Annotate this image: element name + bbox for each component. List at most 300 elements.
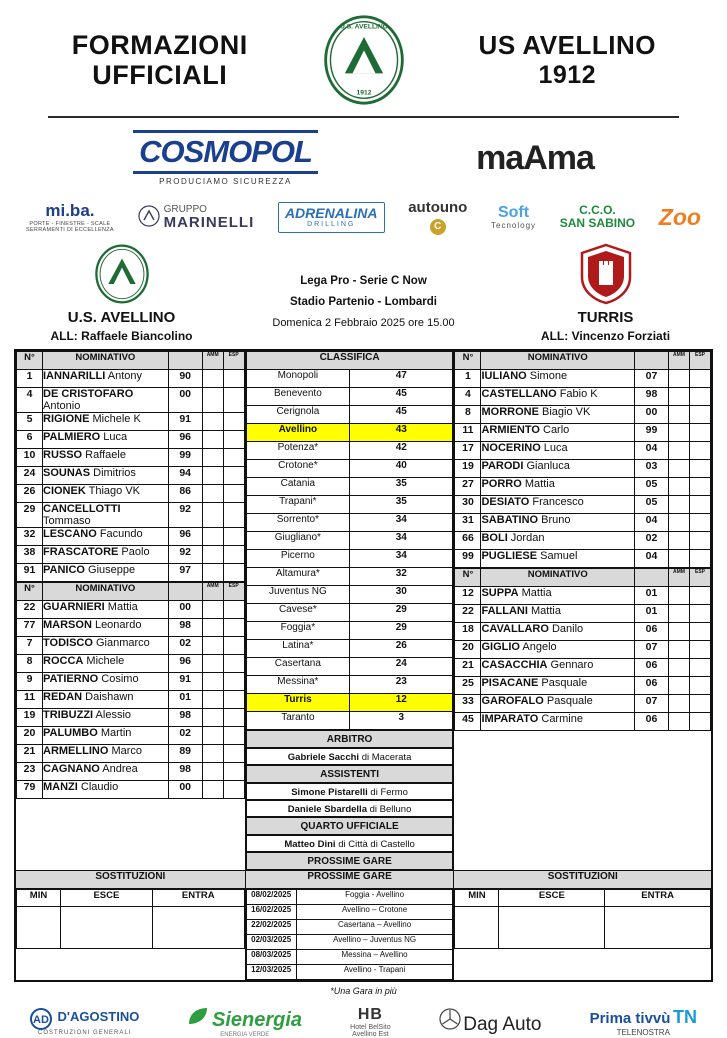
player-booking[interactable]	[669, 712, 690, 730]
player-sending-off[interactable]	[690, 495, 711, 513]
assistant2-value	[246, 800, 454, 817]
sponsor-sienergia	[187, 1006, 302, 1038]
player-name: TODISCO Gianmarco	[43, 636, 169, 654]
standings-points: 45	[350, 387, 453, 405]
player-number: 1	[17, 369, 43, 387]
player-row	[17, 762, 245, 780]
player-sending-off[interactable]	[223, 412, 244, 430]
sponsor-sienergia-name: Sienergia	[211, 1008, 303, 1031]
away-subs-header-row	[455, 889, 711, 906]
svg-text:U.S. AVELLINO: U.S. AVELLINO	[339, 23, 388, 31]
sponsor-prima-name: Prima tivvù	[589, 1009, 671, 1027]
player-row	[455, 640, 711, 658]
next-matches-bottom-cell	[245, 888, 454, 980]
player-name: PALMIERO Luca	[43, 430, 169, 448]
player-row	[17, 502, 245, 527]
player-sending-off[interactable]	[690, 423, 711, 441]
player-year: 05	[635, 495, 669, 513]
standings-row	[246, 549, 453, 567]
sponsor-autouno-name: autouno	[408, 199, 468, 216]
col-amm: AMM	[669, 351, 690, 369]
sponsor-prima-sub: TELENOSTRA	[616, 1027, 670, 1037]
player-number: 27	[455, 477, 481, 495]
player-name: DESIATO Francesco	[481, 495, 635, 513]
player-booking[interactable]	[202, 744, 223, 762]
next-match-teams: Avellino – Crotone	[296, 904, 453, 919]
player-sending-off[interactable]	[690, 387, 711, 405]
home-starters-header	[17, 351, 245, 369]
player-number: 30	[455, 495, 481, 513]
player-number: 8	[455, 405, 481, 423]
standings-team: Latina*	[246, 639, 349, 657]
player-name: PORRO Mattia	[481, 477, 635, 495]
home-coach-name: Raffaele Biancolino	[81, 328, 193, 343]
player-sending-off[interactable]	[223, 780, 244, 798]
sponsor-cosmopol-tagline: PRODUCIAMO SICUREZZA	[159, 177, 292, 186]
player-row	[455, 459, 711, 477]
player-booking[interactable]	[202, 600, 223, 618]
sponsor-hotel-name: Hotel BelSito	[350, 1023, 391, 1031]
fourth-official-header: QUARTO UFFICIALE	[246, 817, 454, 835]
next-match-row	[246, 919, 453, 934]
player-year: 06	[635, 712, 669, 730]
player-name: MORRONE Biagio VK	[481, 405, 635, 423]
player-row	[17, 744, 245, 762]
col-min: MIN	[455, 889, 499, 906]
player-booking[interactable]	[669, 622, 690, 640]
home-team-name: U.S. AVELLINO	[67, 308, 176, 326]
sponsor-hotel-sub: Avellino Est	[352, 1030, 389, 1038]
standings-row	[246, 567, 453, 585]
standings-row	[246, 585, 453, 603]
player-sending-off[interactable]	[223, 502, 244, 527]
standings-points: 3	[350, 711, 453, 729]
player-sending-off[interactable]	[690, 477, 711, 495]
player-booking[interactable]	[669, 549, 690, 567]
player-name: PATIERNO Cosimo	[43, 672, 169, 690]
player-year: 98	[168, 762, 202, 780]
sponsor-miba	[26, 202, 114, 233]
next-match-teams: Foggia - Avellino	[296, 889, 453, 904]
player-year: 00	[168, 780, 202, 798]
player-booking[interactable]	[202, 654, 223, 672]
player-name: PARODI Gianluca	[481, 459, 635, 477]
player-booking[interactable]	[202, 762, 223, 780]
player-sending-off[interactable]	[223, 484, 244, 502]
player-row	[17, 545, 245, 563]
standings-points: 26	[350, 639, 453, 657]
standings-team: Trapani*	[246, 495, 349, 513]
player-year: 07	[635, 369, 669, 387]
player-year: 06	[635, 658, 669, 676]
player-sending-off[interactable]	[223, 744, 244, 762]
sponsor-cco-san-sabino	[560, 204, 635, 230]
club-year: 1912	[538, 60, 597, 89]
player-number: 31	[455, 513, 481, 531]
player-booking[interactable]	[669, 658, 690, 676]
player-sending-off[interactable]	[223, 430, 244, 448]
player-booking[interactable]	[669, 676, 690, 694]
standings-row	[246, 675, 453, 693]
player-year: 02	[168, 726, 202, 744]
player-booking[interactable]	[669, 694, 690, 712]
player-number: 24	[17, 466, 43, 484]
player-number: 12	[455, 586, 481, 604]
lineups-grid	[14, 349, 713, 982]
player-sending-off[interactable]	[223, 369, 244, 387]
player-booking[interactable]	[202, 636, 223, 654]
standings-row	[246, 441, 453, 459]
player-name: SOUNAS Dimitrios	[43, 466, 169, 484]
player-row	[17, 369, 245, 387]
player-year: 02	[168, 636, 202, 654]
player-booking[interactable]	[669, 459, 690, 477]
next-match-teams: Avellino - Trapani	[296, 964, 453, 979]
player-booking[interactable]	[669, 477, 690, 495]
player-year: 92	[168, 545, 202, 563]
player-year: 04	[635, 441, 669, 459]
standings-points: 40	[350, 459, 453, 477]
player-row	[455, 531, 711, 549]
home-bench-header	[17, 582, 245, 600]
player-sending-off[interactable]	[690, 658, 711, 676]
standings-points: 29	[350, 621, 453, 639]
sponsor-adrenalina	[278, 202, 385, 233]
player-name: PANICO Giuseppe	[43, 563, 169, 581]
player-year: 03	[635, 459, 669, 477]
player-booking[interactable]	[669, 531, 690, 549]
player-sending-off[interactable]	[690, 622, 711, 640]
player-booking[interactable]	[669, 405, 690, 423]
standings-points: 42	[350, 441, 453, 459]
player-row	[455, 387, 711, 405]
sponsor-dagostino	[30, 1008, 139, 1036]
sponsor-adrenalina-sub: DRILLING	[307, 221, 356, 229]
standings-row	[246, 711, 453, 729]
standings-row	[246, 369, 453, 387]
col-year	[635, 568, 669, 586]
player-sending-off[interactable]	[223, 690, 244, 708]
player-sending-off[interactable]	[690, 513, 711, 531]
assistant1-city: di Fermo	[370, 786, 408, 798]
home-subs-empty-row[interactable]	[17, 906, 245, 948]
sponsor-cosmopol-name: COSMOPOL	[133, 130, 318, 174]
player-sending-off[interactable]	[690, 459, 711, 477]
player-sending-off[interactable]	[690, 531, 711, 549]
away-starters-table	[454, 351, 711, 568]
player-name: CASACCHIA Gennaro	[481, 658, 635, 676]
sponsor-cco-sub: SAN SABINO	[559, 216, 636, 231]
sponsor-sienergia-sub: ENERGIA VERDE	[220, 1031, 270, 1038]
standings-team: Picerno	[246, 549, 349, 567]
player-booking[interactable]	[202, 369, 223, 387]
standings-row	[246, 495, 453, 513]
player-sending-off[interactable]	[223, 448, 244, 466]
player-row	[455, 694, 711, 712]
player-booking[interactable]	[202, 708, 223, 726]
next-match-date: 08/03/2025	[246, 949, 296, 964]
standings-row	[246, 405, 453, 423]
col-esp: ESP	[690, 568, 711, 586]
player-row	[17, 618, 245, 636]
player-booking[interactable]	[202, 430, 223, 448]
player-sending-off[interactable]	[690, 712, 711, 730]
player-year: 00	[168, 387, 202, 412]
player-sending-off[interactable]	[690, 441, 711, 459]
col-number: N°	[455, 568, 481, 586]
col-name: NOMINATIVO	[481, 351, 635, 369]
player-number: 45	[455, 712, 481, 730]
player-booking[interactable]	[202, 563, 223, 581]
player-booking[interactable]	[202, 618, 223, 636]
player-number: 11	[455, 423, 481, 441]
player-name: SUPPA Mattia	[481, 586, 635, 604]
standings-team: Cerignola	[246, 405, 349, 423]
player-year: 92	[168, 502, 202, 527]
player-sending-off[interactable]	[223, 618, 244, 636]
standings-row	[246, 477, 453, 495]
player-booking[interactable]	[202, 484, 223, 502]
player-row	[455, 423, 711, 441]
player-number: 5	[17, 412, 43, 430]
player-row	[455, 676, 711, 694]
dagostino-icon: AD	[30, 1008, 52, 1030]
col-esce: ESCE	[61, 889, 153, 906]
player-row	[455, 622, 711, 640]
player-booking[interactable]	[669, 640, 690, 658]
player-year: 98	[168, 618, 202, 636]
sponsor-dag-auto	[439, 1008, 542, 1036]
standings-points: 34	[350, 549, 453, 567]
player-booking[interactable]	[669, 513, 690, 531]
player-year: 98	[635, 387, 669, 405]
standings-points: 35	[350, 495, 453, 513]
player-number: 23	[17, 762, 43, 780]
player-name: GIGLIO Angelo	[481, 640, 635, 658]
home-team-coach	[14, 329, 229, 343]
standings-title: CLASSIFICA	[246, 351, 453, 369]
player-name: CANCELLOTTI Tommaso	[43, 502, 169, 527]
standings-row	[246, 621, 453, 639]
player-row	[17, 654, 245, 672]
home-team-logo-icon	[14, 241, 229, 307]
player-sending-off[interactable]	[223, 636, 244, 654]
standings-points: 32	[350, 567, 453, 585]
player-booking[interactable]	[202, 690, 223, 708]
player-booking[interactable]	[669, 441, 690, 459]
player-year: 99	[635, 423, 669, 441]
player-booking[interactable]	[669, 423, 690, 441]
col-number: N°	[17, 351, 43, 369]
player-booking[interactable]	[202, 672, 223, 690]
standings-team: Avellino	[246, 423, 349, 441]
hotel-monogram-icon: HB	[357, 1005, 383, 1023]
player-sending-off[interactable]	[223, 545, 244, 563]
player-booking[interactable]	[669, 586, 690, 604]
player-booking[interactable]	[669, 387, 690, 405]
player-year: 07	[635, 694, 669, 712]
next-match-teams: Avellino – Juventus NG	[296, 934, 453, 949]
player-year: 02	[635, 531, 669, 549]
player-name: PUGLIESE Samuel	[481, 549, 635, 567]
header-divider	[48, 116, 679, 118]
telenostra-icon: TN	[672, 1006, 697, 1027]
match-datetime: Domenica 2 Febbraio 2025 ore 15.00	[272, 317, 455, 330]
home-subs-table	[16, 889, 245, 949]
home-bench-table	[16, 582, 245, 799]
player-booking[interactable]	[669, 604, 690, 622]
player-year: 01	[635, 604, 669, 622]
standings-team: Sorrento*	[246, 513, 349, 531]
away-bench-table	[454, 568, 711, 731]
player-booking[interactable]	[669, 495, 690, 513]
standings-team: Monopoli	[246, 369, 349, 387]
standings-points: 29	[350, 603, 453, 621]
player-booking[interactable]	[202, 466, 223, 484]
venue-name: Stadio Partenio - Lombardi	[290, 295, 437, 308]
player-sending-off[interactable]	[690, 405, 711, 423]
player-year: 06	[635, 622, 669, 640]
player-booking[interactable]	[202, 448, 223, 466]
player-sending-off[interactable]	[223, 726, 244, 744]
player-number: 25	[455, 676, 481, 694]
sponsor-hotel-belsito	[350, 1006, 390, 1038]
player-booking[interactable]	[202, 545, 223, 563]
col-esp: ESP	[223, 351, 244, 369]
secondary-sponsors	[14, 200, 713, 235]
player-name: ROCCA Michele	[43, 654, 169, 672]
standings-points: 24	[350, 657, 453, 675]
sponsor-miba-name: mi.ba.	[45, 200, 95, 220]
sponsor-marinelli-line2: MARINELLI	[163, 213, 255, 231]
fourth-official-value	[246, 835, 454, 852]
standings-table	[246, 351, 454, 730]
avellino-crest-icon	[316, 14, 412, 106]
player-name: IMPARATO Carmine	[481, 712, 635, 730]
sponsor-dagostino-name: D'AGOSTINO	[57, 1008, 140, 1024]
player-sending-off[interactable]	[690, 604, 711, 622]
player-name: FRASCATORE Paolo	[43, 545, 169, 563]
next-match-date: 02/03/2025	[246, 934, 296, 949]
assistant2-city: di Belluno	[369, 803, 412, 815]
player-number: 22	[455, 604, 481, 622]
player-row	[17, 430, 245, 448]
referee-city: di Macerata	[361, 751, 412, 763]
player-row	[17, 780, 245, 798]
svg-text:1912: 1912	[356, 89, 371, 97]
player-number: 9	[17, 672, 43, 690]
player-year: 89	[168, 744, 202, 762]
standings-points: 34	[350, 513, 453, 531]
player-row	[17, 448, 245, 466]
player-row	[455, 441, 711, 459]
player-row	[455, 405, 711, 423]
player-year: 04	[635, 549, 669, 567]
sponsor-soft-name: Soft	[497, 204, 530, 222]
player-sending-off[interactable]	[223, 466, 244, 484]
col-entra: ENTRA	[152, 889, 244, 906]
player-sending-off[interactable]	[690, 694, 711, 712]
away-subs-title: SOSTITUZIONI	[454, 870, 712, 888]
sponsor-zoo	[659, 205, 701, 230]
col-number: N°	[17, 582, 43, 600]
player-booking[interactable]	[669, 369, 690, 387]
player-booking[interactable]	[202, 527, 223, 545]
col-name: NOMINATIVO	[481, 568, 635, 586]
player-sending-off[interactable]	[223, 387, 244, 412]
player-sending-off[interactable]	[223, 708, 244, 726]
player-year: 96	[168, 654, 202, 672]
player-number: 32	[17, 527, 43, 545]
player-sending-off[interactable]	[223, 654, 244, 672]
standings-points: 47	[350, 369, 453, 387]
player-number: 6	[17, 430, 43, 448]
player-sending-off[interactable]	[690, 369, 711, 387]
sponsor-autouno	[408, 200, 467, 235]
player-number: 22	[17, 600, 43, 618]
col-esp: ESP	[690, 351, 711, 369]
player-row	[455, 369, 711, 387]
player-year: 96	[168, 430, 202, 448]
player-number: 17	[455, 441, 481, 459]
standings-team: Altamura*	[246, 567, 349, 585]
col-name: NOMINATIVO	[43, 582, 169, 600]
sponsor-marinelli	[138, 204, 255, 232]
player-sending-off[interactable]	[223, 762, 244, 780]
player-sending-off[interactable]	[690, 586, 711, 604]
player-row	[17, 708, 245, 726]
player-sending-off[interactable]	[223, 527, 244, 545]
home-subs-cell	[16, 888, 246, 980]
mercedes-star-icon	[439, 1022, 464, 1032]
player-booking[interactable]	[202, 502, 223, 527]
referee-name: Gabriele Sacchi	[287, 751, 360, 763]
player-sending-off[interactable]	[690, 676, 711, 694]
away-subs-empty-row[interactable]	[455, 906, 711, 948]
col-name: NOMINATIVO	[43, 351, 169, 369]
player-year: 07	[635, 640, 669, 658]
sponsor-soft-tecnology	[491, 204, 536, 230]
player-year: 90	[168, 369, 202, 387]
player-booking[interactable]	[202, 412, 223, 430]
sponsor-dag-auto-name: Dag Auto	[463, 1013, 542, 1035]
player-year: 97	[168, 563, 202, 581]
player-number: 33	[455, 694, 481, 712]
player-number: 29	[17, 502, 43, 527]
match-info	[234, 241, 494, 334]
player-booking[interactable]	[202, 387, 223, 412]
player-row	[455, 604, 711, 622]
player-sending-off[interactable]	[690, 640, 711, 658]
standings-points: 12	[350, 693, 453, 711]
player-sending-off[interactable]	[690, 549, 711, 567]
player-sending-off[interactable]	[223, 563, 244, 581]
col-amm: AMM	[202, 582, 223, 600]
next-match-date: 12/03/2025	[246, 964, 296, 979]
header-right	[422, 31, 714, 88]
player-booking[interactable]	[202, 726, 223, 744]
player-sending-off[interactable]	[223, 672, 244, 690]
player-booking[interactable]	[202, 780, 223, 798]
player-sending-off[interactable]	[223, 600, 244, 618]
player-year: 91	[168, 672, 202, 690]
competition-name: Lega Pro - Serie C Now	[300, 274, 427, 287]
col-number: N°	[455, 351, 481, 369]
col-entra: ENTRA	[605, 889, 711, 906]
player-name: DE CRISTOFARO Antonio	[43, 387, 169, 412]
away-coach-label: ALL:	[540, 328, 569, 343]
standings-points: 45	[350, 405, 453, 423]
